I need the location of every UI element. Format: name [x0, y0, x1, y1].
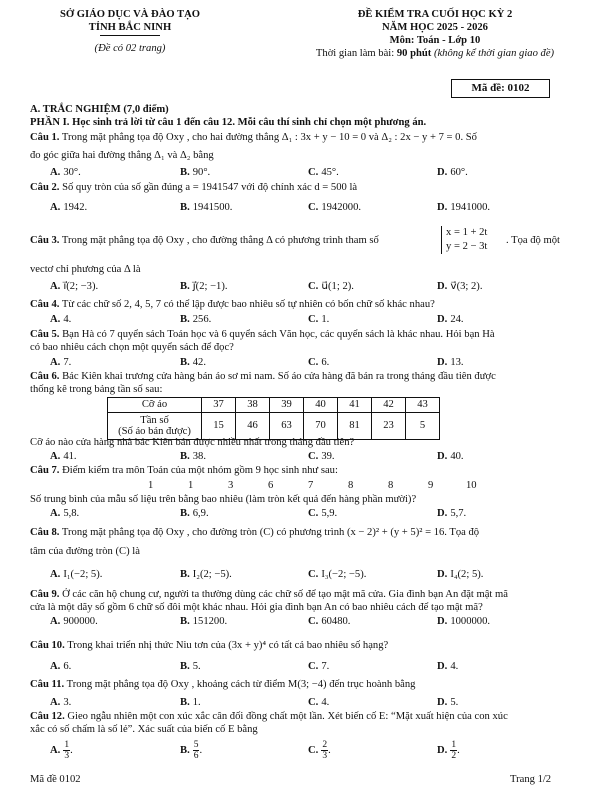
- question-text: Ở các căn hộ chung cư, người ta thường dùng các chữ số để tạo mật mã cửa. Gia đình bạn An đặt mật mã: [62, 589, 508, 600]
- question-text: Bạn Hà có 7 quyển sách Toán học và 6 quyển sách Văn học, các quyển sách là khác nhau. Hỏi bạn Hà: [62, 329, 495, 340]
- option-label: B.: [180, 202, 190, 213]
- q6-option-b[interactable]: [180, 450, 206, 463]
- pages-note: (Đề có 02 trang): [94, 43, 166, 54]
- question-3-line-2: vectơ chỉ phương của Δ là: [30, 264, 141, 275]
- q11-option-d[interactable]: [437, 696, 458, 709]
- q7-option-c[interactable]: [308, 507, 337, 520]
- option-label: B.: [180, 661, 190, 672]
- option-text: 151200.: [192, 616, 228, 627]
- table-cell: 37: [202, 398, 236, 413]
- option-label: D.: [437, 508, 448, 519]
- question-6-line-1: [30, 370, 496, 383]
- q9-option-b[interactable]: [180, 615, 227, 628]
- header-right: [300, 8, 570, 60]
- option-text: 40.: [450, 451, 464, 462]
- q9-option-d[interactable]: [437, 615, 490, 628]
- question-label: Câu 7.: [30, 465, 60, 476]
- question-1-line-2: đo góc giữa hai đường thẳng Δ₁ và Δ₂ bằng: [30, 150, 214, 161]
- question-label: Câu 4.: [30, 299, 60, 310]
- option-label: C.: [308, 616, 319, 627]
- option-text: 1942.: [63, 202, 88, 213]
- question-label: Câu 9.: [30, 589, 60, 600]
- option-label: A.: [50, 281, 61, 292]
- option-label: A.: [50, 451, 61, 462]
- option-label: C.: [308, 569, 319, 580]
- question-2-line-1: [30, 181, 357, 194]
- q10-option-d[interactable]: [437, 660, 458, 673]
- question-label: Câu 6.: [30, 371, 60, 382]
- option-text: 38.: [192, 451, 206, 462]
- q1-option-b[interactable]: [180, 166, 210, 179]
- q4-option-a[interactable]: [50, 313, 71, 326]
- system-eq-x: x = 1 + 2t: [446, 227, 488, 238]
- question-8-line-1: [30, 526, 479, 539]
- option-label: D.: [437, 281, 448, 292]
- q9-option-c[interactable]: [308, 615, 350, 628]
- option-text: 1941000.: [450, 202, 491, 213]
- option-text: 6.: [321, 357, 330, 368]
- question-text: Điểm kiểm tra môn Toán của một nhóm gồm 9 học sinh như sau:: [62, 465, 338, 476]
- exam-title: ĐỀ KIỂM TRA CUỐI HỌC KỲ 2: [357, 9, 513, 20]
- option-text: 39.: [321, 451, 335, 462]
- option-text: 5,9.: [321, 508, 338, 519]
- option-text: I₂(2; −5).: [192, 569, 232, 580]
- q4-option-b[interactable]: [180, 313, 211, 326]
- q8-option-d[interactable]: [437, 568, 483, 581]
- option-text: 1941500.: [192, 202, 233, 213]
- parametric-system: [441, 226, 487, 254]
- option-label: D.: [437, 357, 448, 368]
- sample-value: 8: [348, 480, 354, 491]
- option-label: C.: [308, 167, 319, 178]
- table-cell: 81: [338, 413, 372, 440]
- option-label: D.: [437, 569, 448, 580]
- q12-option-b[interactable]: B. $\frac{5}{6}$ .: [180, 740, 203, 761]
- option-text: 45°.: [321, 167, 339, 178]
- q7-option-a[interactable]: [50, 507, 79, 520]
- q2-option-d[interactable]: [437, 201, 490, 214]
- option-text: u⃗(1; 2).: [321, 281, 354, 292]
- table-cell: 63: [270, 413, 304, 440]
- table-cell: 40: [304, 398, 338, 413]
- option-text: 5,8.: [63, 508, 80, 519]
- fraction-denominator: 3: [322, 751, 328, 761]
- q3-option-a[interactable]: [50, 280, 98, 293]
- question-7-line-1: [30, 464, 338, 477]
- option-text: I₁(−2; 5).: [63, 569, 103, 580]
- option-label: A.: [50, 616, 61, 627]
- school-year: NĂM HỌC 2025 - 2026: [382, 22, 488, 33]
- table-cell: 42: [372, 398, 406, 413]
- q4-option-d[interactable]: [437, 313, 464, 326]
- question-7-line-2: Số trung bình của mẫu số liệu trên bằng bao nhiêu (làm tròn kết quả đến hàng phần mười)?: [30, 494, 417, 505]
- option-label: B.: [180, 569, 190, 580]
- question-label: Câu 10.: [30, 640, 65, 651]
- question-text: Trong mặt phẳng tọa độ Oxy , cho đường thẳng Δ có phương trình tham số: [61, 235, 379, 246]
- option-text: 30°.: [63, 167, 81, 178]
- option-text: 1.: [192, 697, 201, 708]
- fraction-denominator: 3: [64, 751, 70, 761]
- question-6-line-2: thống kê trong bảng tần số sau:: [30, 384, 163, 395]
- option-label: A.: [50, 697, 61, 708]
- q10-option-a[interactable]: [50, 660, 71, 673]
- question-label: Câu 2.: [30, 182, 60, 193]
- q6-option-d[interactable]: [437, 450, 464, 463]
- question-4-line-1: [30, 298, 435, 311]
- question-label: Câu 8.: [30, 527, 60, 538]
- q1-option-d[interactable]: [437, 166, 468, 179]
- question-12-line-2: xắc có số chấm là số lẻ”. Xác suất của biến cố E bằng: [30, 724, 258, 735]
- fraction-numerator: 1: [64, 740, 70, 750]
- q11-option-b[interactable]: [180, 696, 201, 709]
- table-cell: 39: [270, 398, 304, 413]
- sample-value: 8: [388, 480, 394, 491]
- fraction: [321, 740, 328, 761]
- question-text: Từ các chữ số 2, 4, 5, 7 có thể lập được bao nhiêu số tự nhiên có bốn chữ số khác nhau?: [61, 299, 435, 310]
- footer-page: Trang 1/2: [510, 774, 552, 785]
- option-label: B.: [180, 451, 190, 462]
- q3-option-d[interactable]: [437, 280, 482, 293]
- question-label: Câu 12.: [30, 711, 65, 722]
- option-label: D.: [437, 661, 448, 672]
- table-cell: 23: [372, 413, 406, 440]
- q3-option-c[interactable]: [308, 280, 354, 293]
- question-10-line-1: [30, 639, 388, 652]
- option-label: B.: [180, 508, 190, 519]
- option-text: 1000000.: [450, 616, 491, 627]
- option-text: v⃗(3; 2).: [450, 281, 483, 292]
- section-title: A. TRẮC NGHIỆM (7,0 điểm): [30, 104, 169, 115]
- option-label: D.: [437, 451, 448, 462]
- option-label: C.: [308, 508, 319, 519]
- option-text: 60°.: [450, 167, 468, 178]
- fraction-numerator: 1: [451, 740, 457, 750]
- time-note: (không kể thời gian giao đề): [433, 48, 555, 59]
- sample-value: 3: [228, 480, 234, 491]
- option-text: 1942000.: [321, 202, 362, 213]
- option-label: C.: [308, 697, 319, 708]
- header-left-rule: [100, 35, 160, 36]
- q12-option-d[interactable]: D. $\frac{1}{2}$ .: [437, 740, 460, 761]
- option-text: 7.: [321, 661, 330, 672]
- time-line: [300, 47, 570, 60]
- question-12-line-1: [30, 710, 508, 723]
- header-left: [30, 8, 230, 55]
- question-text: Trong khai triển nhị thức Niu tơn của (3x + y)⁴ có tất cả bao nhiêu số hạng?: [67, 640, 389, 651]
- question-label: Câu 5.: [30, 329, 60, 340]
- q4-option-c[interactable]: [308, 313, 329, 326]
- fraction: [450, 740, 457, 761]
- time-value: 90 phút: [396, 48, 432, 59]
- dept-line-1: SỞ GIÁO DỤC VÀ ĐÀO TẠO: [60, 9, 200, 20]
- option-label: D.: [437, 167, 448, 178]
- question-1-line-1: [30, 131, 477, 144]
- question-label: Câu 11.: [30, 679, 65, 690]
- fraction-numerator: 2: [322, 740, 328, 750]
- q9-option-a[interactable]: [50, 615, 98, 628]
- option-text: I₄(2; 5).: [450, 569, 484, 580]
- option-label: C.: [308, 281, 319, 292]
- footer-code: Mã đề 0102: [30, 774, 81, 785]
- option-text: 13.: [450, 357, 464, 368]
- exam-code-box: Mã đề: 0102: [451, 79, 550, 98]
- question-text: Bác Kiên khai trương cửa hàng bán áo sơ mi nam. Số áo cửa hàng đã bán ra trong tháng đầu tiên được: [62, 371, 496, 382]
- question-label: Câu 3.: [30, 235, 60, 246]
- sample-value: 1: [148, 480, 154, 491]
- q8-option-c[interactable]: [308, 568, 366, 581]
- frequency-table: [107, 397, 440, 440]
- table-cell: 43: [406, 398, 440, 413]
- option-label: D.: [437, 314, 448, 325]
- fraction-denominator: 2: [451, 751, 457, 761]
- option-text: 60480.: [321, 616, 351, 627]
- option-text: 5.: [450, 697, 459, 708]
- table-cell: 15: [202, 413, 236, 440]
- dept-line-2: TỈNH BẮC NINH: [88, 22, 172, 33]
- option-label: B.: [180, 314, 190, 325]
- option-label: A.: [50, 569, 61, 580]
- sample-value: 10: [466, 480, 477, 491]
- q6-option-a[interactable]: [50, 450, 77, 463]
- fraction-denominator: 6: [193, 751, 199, 761]
- table-cell: 41: [338, 398, 372, 413]
- q5-option-a[interactable]: [50, 356, 71, 369]
- question-5-line-1: [30, 328, 495, 341]
- option-text: j⃗(2; −1).: [192, 281, 228, 292]
- freq-label-2: (Số áo bán được): [118, 426, 191, 437]
- option-text: 5,7.: [450, 508, 467, 519]
- question-text: Trong mặt phẳng tọa độ Oxy , cho hai đường thẳng Δ₁ : 3x + y − 10 = 0 và Δ₂ : 2x − y + 7 = 0. Số: [61, 132, 477, 143]
- option-text: I₃(−2; −5).: [321, 569, 367, 580]
- option-text: 5.: [192, 661, 201, 672]
- question-3-line-1: [30, 234, 379, 247]
- question-text: Gieo ngẫu nhiên một con xúc xắc cân đối đồng chất một lần. Xét biến cố E: “Mặt xuất hiện của con xúc: [67, 711, 508, 722]
- q5-option-b[interactable]: [180, 356, 206, 369]
- question-9-line-1: [30, 588, 508, 601]
- option-text: 6,9.: [192, 508, 209, 519]
- question-6-line-3: Cỡ áo nào cửa hàng nhà bác Kiên bán được nhiều nhất trong tháng đầu tiên?: [30, 437, 355, 448]
- option-label: A.: [50, 744, 61, 756]
- option-label: A.: [50, 508, 61, 519]
- question-text: Trong mặt phẳng tọa độ Oxy , khoảng cách từ điểm M(3; −4) đến trục hoành bằng: [66, 679, 416, 690]
- subject: Môn: Toán - Lớp 10: [389, 35, 481, 46]
- option-label: B.: [180, 744, 190, 756]
- option-label: C.: [308, 451, 319, 462]
- option-text: 42.: [192, 357, 206, 368]
- part-title: PHẦN I. Học sinh trả lời từ câu 1 đến câu 12. Mỗi câu thí sinh chỉ chọn một phương án.: [30, 117, 427, 128]
- option-text: 256.: [192, 314, 212, 325]
- option-label: C.: [308, 314, 319, 325]
- q11-option-c[interactable]: [308, 696, 329, 709]
- q2-option-b[interactable]: [180, 201, 232, 214]
- option-text: 4.: [450, 661, 459, 672]
- option-label: A.: [50, 357, 61, 368]
- option-label: D.: [437, 202, 448, 213]
- option-label: A.: [50, 202, 61, 213]
- option-label: A.: [50, 167, 61, 178]
- q8-option-b[interactable]: [180, 568, 232, 581]
- system-eq-y: y = 2 − 3t: [446, 241, 488, 252]
- q5-option-c[interactable]: [308, 356, 329, 369]
- q6-option-c[interactable]: [308, 450, 335, 463]
- question-text: Số quy tròn của số gần đúng a = 1941547 với độ chính xác d = 500 là: [62, 182, 358, 193]
- option-text: 24.: [450, 314, 464, 325]
- option-label: D.: [437, 744, 448, 756]
- question-text: Trong mặt phẳng tọa độ Oxy , cho đường tròn (C) có phương trình (x − 2)² + (y + 5)² = 16. Tọa độ: [61, 527, 480, 538]
- sample-value: 6: [268, 480, 274, 491]
- option-label: D.: [437, 616, 448, 627]
- q1-option-c[interactable]: [308, 166, 339, 179]
- option-text: 900000.: [63, 616, 98, 627]
- question-5-line-2: có bao nhiêu cách chọn một quyển sách để đọc?: [30, 342, 234, 353]
- q2-option-a[interactable]: [50, 201, 87, 214]
- option-label: C.: [308, 744, 319, 756]
- option-text: 3.: [63, 697, 72, 708]
- table-row: [108, 398, 440, 413]
- sample-value: 7: [308, 480, 314, 491]
- option-label: D.: [437, 697, 448, 708]
- fraction: [63, 740, 70, 761]
- option-label: C.: [308, 202, 319, 213]
- q10-option-b[interactable]: [180, 660, 201, 673]
- table-cell: 38: [236, 398, 270, 413]
- q12-option-a[interactable]: A. $\frac{1}{3}$ .: [50, 740, 73, 761]
- option-text: 4.: [63, 314, 72, 325]
- option-text: 6.: [63, 661, 72, 672]
- q8-option-a[interactable]: [50, 568, 102, 581]
- question-label: Câu 1.: [30, 132, 60, 143]
- time-prefix: Thời gian làm bài:: [315, 48, 397, 59]
- fraction: [193, 740, 200, 761]
- option-text: 1.: [321, 314, 330, 325]
- question-9-line-2: cửa là một dãy số gồm 6 chữ số đôi một khác nhau. Hỏi gia đình bạn An có bao nhiêu cách để tạo mật mã?: [30, 602, 483, 613]
- q7-option-d[interactable]: [437, 507, 466, 520]
- q7-option-b[interactable]: [180, 507, 209, 520]
- question-3-text-after: . Tọa độ một: [506, 235, 560, 246]
- table-cell: 46: [236, 413, 270, 440]
- table-header-size: Cỡ áo: [108, 398, 202, 413]
- q5-option-d[interactable]: [437, 356, 464, 369]
- option-label: B.: [180, 616, 190, 627]
- option-text: 90°.: [192, 167, 211, 178]
- question-11-line-1: [30, 678, 415, 691]
- sample-value: 1: [188, 480, 194, 491]
- fraction-numerator: 5: [193, 740, 199, 750]
- option-text: 7.: [63, 357, 72, 368]
- table-cell: 70: [304, 413, 338, 440]
- freq-label-1: Tần số: [140, 415, 169, 426]
- option-text: i⃗(2; −3).: [63, 281, 99, 292]
- table-cell: 5: [406, 413, 440, 440]
- option-label: C.: [308, 661, 319, 672]
- option-label: A.: [50, 314, 61, 325]
- q10-option-c[interactable]: [308, 660, 329, 673]
- option-label: B.: [180, 281, 190, 292]
- option-text: 41.: [63, 451, 77, 462]
- option-label: B.: [180, 697, 190, 708]
- q2-option-c[interactable]: [308, 201, 361, 214]
- option-label: A.: [50, 661, 61, 672]
- q1-option-a[interactable]: [50, 166, 81, 179]
- option-label: C.: [308, 357, 319, 368]
- q11-option-a[interactable]: [50, 696, 71, 709]
- q12-option-c[interactable]: C. $\frac{2}{3}$ .: [308, 740, 331, 761]
- option-text: 4.: [321, 697, 330, 708]
- sample-value: 9: [428, 480, 434, 491]
- option-label: B.: [180, 357, 190, 368]
- q3-option-b[interactable]: [180, 280, 228, 293]
- option-label: B.: [180, 167, 190, 178]
- question-8-line-2: tâm của đường tròn (C) là: [30, 546, 140, 557]
